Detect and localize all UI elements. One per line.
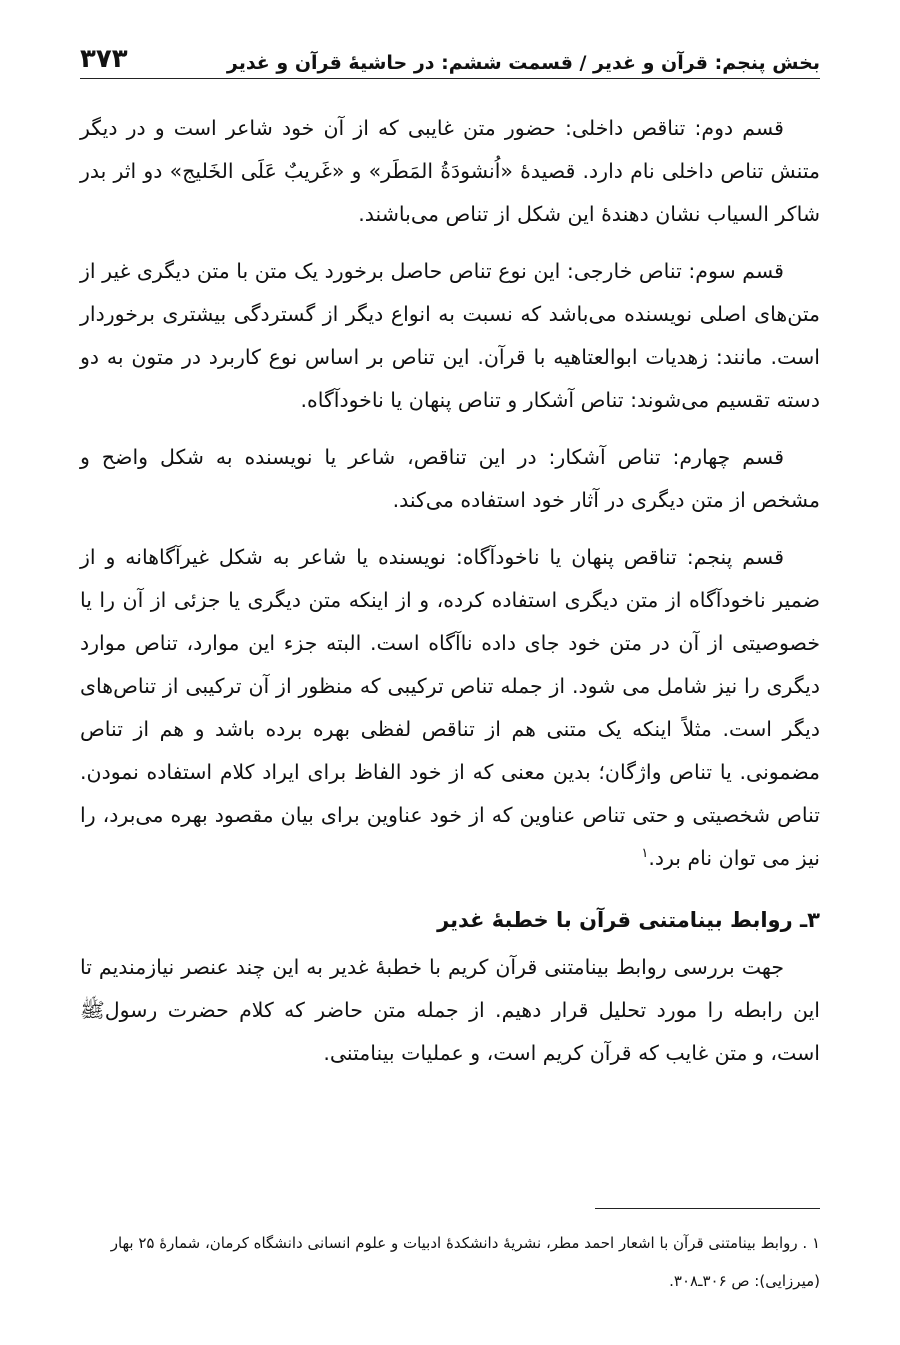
book-page <box>80 30 820 1330</box>
page-body <box>80 107 820 1075</box>
running-header-title: بخش پنجم: قرآن و غدیر / قسمت ششم: در حاشیهٔ قرآن و غدیر <box>226 52 820 74</box>
paragraph-internal-intertext: قسم دوم: تناقص داخلی: حضور متن غایبی که از آن خود شاعر است و در دیگر متنش تناص داخلی نام دارد. قصیدهٔ «اُنشودَةُ المَطَر» و «غَریبٌ عَلَی الخَلیج» دو اثر بدر شاکر السیاب نشان دهندهٔ این شکل از تناص می‌باشند. <box>80 116 820 226</box>
footnote-marker[interactable]: ۱ <box>641 846 649 862</box>
paragraph-external-intertext: قسم سوم: تناص خارجی: این نوع تناص حاصل برخورد یک متن با متن دیگری غیر از متن‌های اصلی نویسنده می‌باشد که نسبت به انواع دیگر از گستردگی بیشتری برخوردار است. مانند: زهدیات ابوالعتاهیه با قرآن. این تناص بر اساس نوع کاربرد در متون به دو دسته تقسیم می‌شوند: تناص آشکار و تناص پنهان یا ناخودآگاه. <box>80 259 820 412</box>
footnote-divider <box>595 1208 820 1209</box>
footnote-text: ۱ . روابط بینامتنی قرآن با اشعار احمد مطر، نشریهٔ دانشکدهٔ ادبیات و علوم انسانی دانشگاه کرمان، شمارهٔ ۲۵ بهار (میرزایی): ص ۳۰۶ـ۳۰۸. <box>110 1234 820 1290</box>
paragraph-explicit-intertext: قسم چهارم: تناص آشکار: در این تناقص، شاعر یا نویسنده به شکل واضح و مشخص از متن دیگری در آثار خود استفاده می‌کند. <box>80 445 820 512</box>
page-number: ۳۷۳ <box>80 44 128 74</box>
section-paragraph: جهت بررسی روابط بینامتنی قرآن کریم با خطبهٔ غدیر به این چند عنصر نیازمندیم تا این رابطه را مورد تحلیل قرار دهیم. از جمله متن حاضر که کلام حضرت رسولﷺ است، و متن غایب که قرآن کریم است، و عملیات بینامتنی. <box>80 955 820 1065</box>
section-heading: ۳ـ روابط بینامتنی قرآن با خطبهٔ غدیر <box>437 908 820 932</box>
paragraph-hidden-intertext <box>80 536 820 880</box>
running-header <box>80 30 820 79</box>
paragraph-hidden-intertext-text: قسم پنجم: تناقص پنهان یا ناخودآگاه: نویسنده یا شاعر به شکل غیرآگاهانه و از ضمیر ناخودآگاه از متن دیگری استفاده کرده، و از اینکه متن دیگری یا جزئی از آن را یا خصوصیتی از آن در متن خود جای داده ناآگاه است. البته جزء این موارد، تناص موارد دیگری را نیز شامل می شود. از جمله تناص ترکیبی که منظور از آن ترکیبی از تناص‌های دیگر است. مثلاً اینکه یک متنی هم از تناقص لفظی بهره برده باشد و هم از تناص مضمونی. یا تناص واژگان؛ بدین معنی که از خود الفاظ برای ایراد کلام استفاده نمودن. تناص شخصیتی و حتی تناص عناوین که از خود عناوین برای بیان مقصود بهره می‌برد، را نیز می توان نام برد. <box>80 545 820 870</box>
